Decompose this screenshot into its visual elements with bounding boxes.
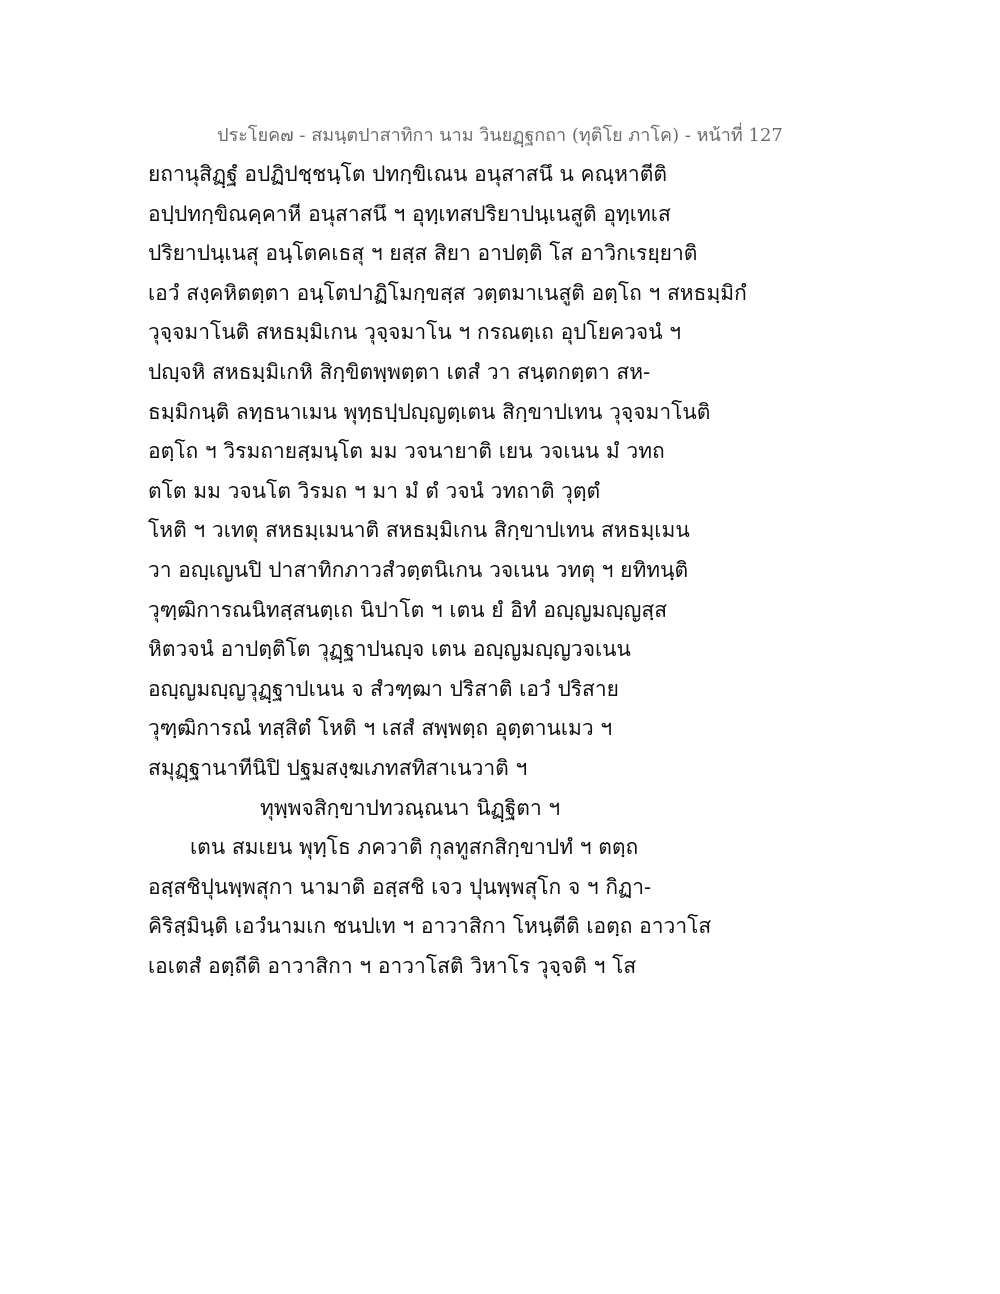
section-title: ทุพฺพจสิกฺขาปทวณฺณนา นิฏฺฐิตา ฯ	[260, 795, 561, 820]
text-line: ธมฺมิกนฺติ ลทฺธนาเมน พุทฺธปฺปญฺญตฺเตน สิกฺขาปเทน วุจฺจมาโนติ	[148, 399, 711, 424]
text-line: ปญฺจหิ สหธมฺมิเกหิ สิกฺขิตพฺพตฺตา เตสํ วา สนฺตกตฺตา สห-	[148, 359, 651, 384]
text-line: อสฺสชิปุนพฺพสุกา นามาติ อสฺสชิ เจว ปุนพฺพสุโก จ ฯ กิฏา-	[148, 874, 652, 899]
text-line: วุจฺจมาโนติ สหธมฺมิเกน วุจฺจมาโน ฯ กรณตฺเถ อุปโยควจนํ ฯ	[148, 320, 682, 345]
text-line: วา อญฺเญนปิ ปาสาทิกภาวสํวตฺตนิเกน วจเนน วทตุ ฯ ยทิทนฺติ	[148, 557, 689, 582]
text-line: ปริยาปนฺเนสุ อนฺโตคเธสุ ฯ ยสฺส สิยา อาปตฺติ โส อาวิกเรยฺยาติ	[148, 241, 698, 266]
text-line: ตโต มม วจนโต วิรมถ ฯ มา มํ ตํ วจนํ วทถาติ วุตฺตํ	[148, 478, 601, 503]
text-line: เอวํ สงฺคหิตตฺตา อนฺโตปาฏิโมกฺขสฺส วตฺตมาเนสูติ อตฺโถ ฯ สหธมฺมิกํ	[148, 280, 747, 305]
text-line: หิตวจนํ อาปตฺติโต วุฏฺฐาปนญฺจ เตน อญฺญมญฺญวจเนน	[148, 637, 631, 662]
text-line: อปฺปทกฺขิณคฺคาหี อนุสาสนึ ฯ อุทฺเทสปริยาปนฺเนสูติ อุทฺเทเส	[148, 201, 671, 226]
text-line: คิริสฺมินฺติ เอวํนามเก ชนปเท ฯ อาวาสิกา โหนฺตีติ เอตฺถ อาวาโส	[148, 914, 712, 939]
text-line: โหติ ฯ วเทตุ สหธมฺเมนาติ สหธมฺมิเกน สิกฺขาปเทน สหธมฺเมน	[148, 518, 690, 543]
text-line: วุฑฺฒิการณนิทสฺสนตฺเถ นิปาโต ฯ เตน ยํ อิทํ อญฺญมญฺญสฺส	[148, 597, 668, 622]
text-line: วุฑฺฒิการณํ ทสฺสิตํ โหติ ฯ เสสํ สพฺพตฺถ อุตฺตานเมว ฯ	[148, 716, 613, 741]
text-line: อตฺโถ ฯ วิรมถายสฺมนฺโต มม วจนายาติ เยน วจเนน มํ วทถ	[148, 439, 665, 464]
page-header: ประโยค๗ - สมนฺตปาสาทิกา นาม วินยฏฺฐกถา (ทุติโย ภาโค) - หน้าที่ 127	[217, 125, 783, 146]
text-line: เอเตสํ อตฺถีติ อาวาสิกา ฯ อาวาโสติ วิหาโร วุจฺจติ ฯ โส	[148, 953, 637, 978]
body-text	[148, 155, 868, 986]
text-line: ยถานุสิฏฺฐํ อปฏิปชฺชนฺโต ปทกฺขิเณน อนุสาสนึ น คณฺหาตีติ	[148, 162, 668, 186]
text-line: สมุฏฺฐานาทีนิปิ ปฐมสงฺฆเภทสทิสาเนวาติ ฯ	[148, 755, 528, 780]
paragraph-start: เตน สมเยน พุทฺโธ ภควาติ กุลทูสกสิกฺขาปทํ ฯ ตตฺถ	[190, 835, 639, 860]
text-line: อญฺญมญฺญวุฏฺฐาปเนน จ สํวฑฺฒา ปริสาติ เอวํ ปริสาย	[148, 676, 619, 701]
